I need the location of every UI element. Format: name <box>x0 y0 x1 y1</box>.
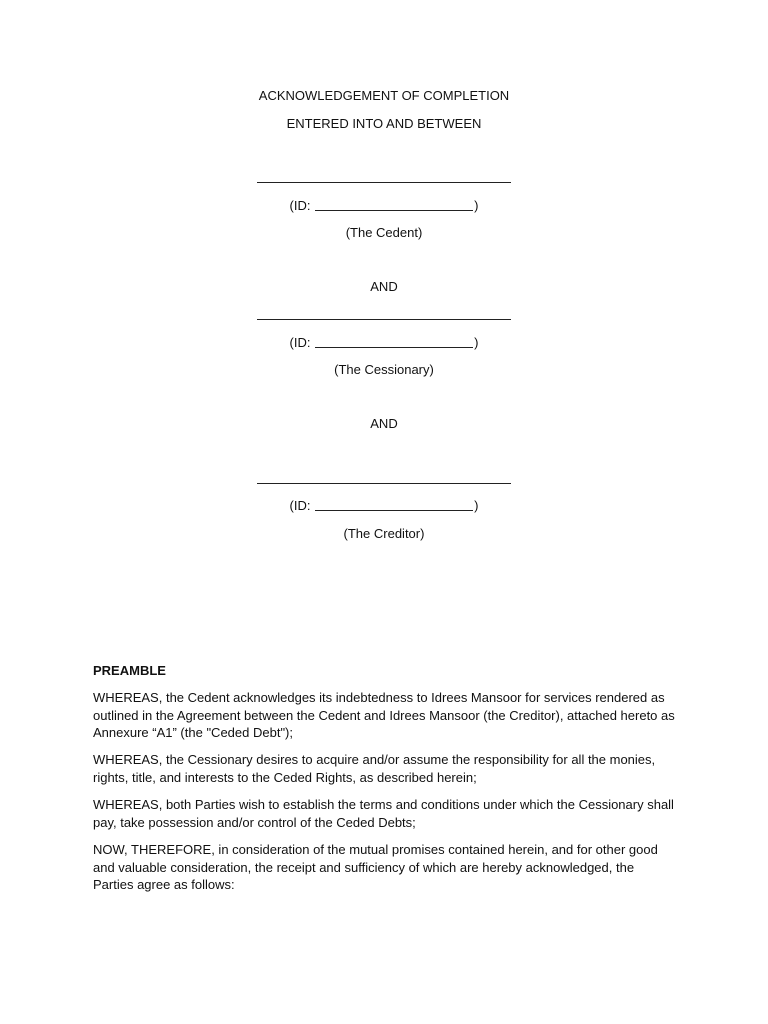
id-label: (ID: <box>289 198 311 213</box>
cessionary-id-field[interactable] <box>315 335 473 348</box>
preamble-paragraph <box>93 689 678 742</box>
creditor-name-line[interactable] <box>257 483 511 484</box>
cedent-role-label: (The Cedent) <box>345 225 423 240</box>
preamble-paragraph <box>93 751 678 786</box>
cedent-name-line[interactable] <box>257 182 511 183</box>
cessionary-name-line[interactable] <box>257 319 511 320</box>
preamble-paragraph-text: WHEREAS, both Parties wish to establish the terms and conditions under which the Cessionary shall pay, take possession and/or control of the Ceded Debts; <box>93 797 674 830</box>
preamble-paragraph <box>93 841 678 894</box>
preamble-paragraph <box>93 796 678 831</box>
creditor-role-label: (The Creditor) <box>343 526 425 541</box>
cessionary-role-label: (The Cessionary) <box>334 362 434 377</box>
and-connector: AND <box>370 416 398 431</box>
id-close: ) <box>474 198 479 213</box>
creditor-id-field[interactable] <box>315 498 473 511</box>
preamble-heading: PREAMBLE <box>93 663 166 678</box>
id-close: ) <box>474 335 479 350</box>
document-subtitle: ENTERED INTO AND BETWEEN <box>286 116 482 131</box>
preamble-paragraph-text: WHEREAS, the Cedent acknowledges its indebtedness to Idrees Mansoor for services rendered as outlined in the Agreement between the Cedent and Idrees Mansoor (the Creditor), attached hereto as Annexure “A1” (the "Ceded Debt"); <box>93 690 675 740</box>
preamble-paragraph-text: WHEREAS, the Cessionary desires to acquire and/or assume the responsibility for all the monies, rights, title, and interests to the Ceded Rights, as described herein; <box>93 752 656 785</box>
id-label: (ID: <box>289 335 311 350</box>
cessionary-id-row <box>0 335 768 351</box>
and-connector: AND <box>370 279 398 294</box>
id-close: ) <box>474 498 479 513</box>
cedent-id-field[interactable] <box>315 198 473 211</box>
cedent-id-row <box>0 198 768 214</box>
document-title: ACKNOWLEDGEMENT OF COMPLETION <box>258 88 510 103</box>
preamble-paragraph-text: NOW, THEREFORE, in consideration of the mutual promises contained herein, and for other good and valuable consideration, the receipt and sufficiency of which are hereby acknowledged, the Parties agree as follows: <box>93 842 658 892</box>
creditor-id-row <box>0 498 768 514</box>
id-label: (ID: <box>289 498 311 513</box>
